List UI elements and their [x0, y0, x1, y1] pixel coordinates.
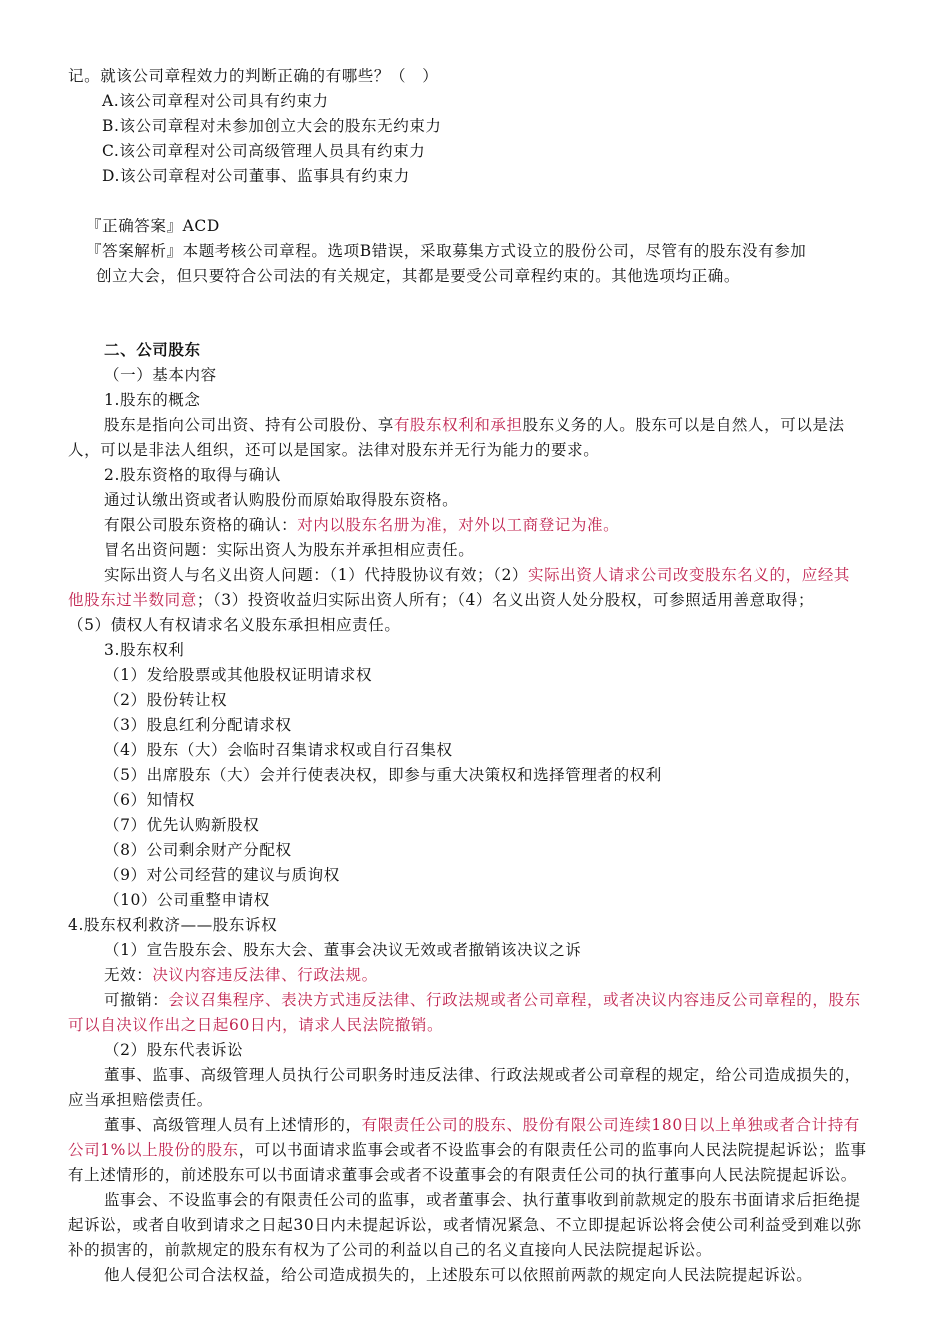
text-span: 董事、高级管理人员有上述情形的，	[104, 1116, 362, 1134]
paragraph-5a	[104, 565, 850, 585]
highlight-span: 公司1%以上股份的股东	[68, 1141, 239, 1159]
right-item: （3）股息红利分配请求权	[104, 716, 292, 734]
section-title: 二、公司股东	[104, 341, 201, 359]
question-stem: 记。就该公司章程效力的判断正确的有哪些？（ ）	[68, 67, 439, 85]
highlight-span: 有限责任公司的股东、股份有限公司连续180日以上单独或者合计持有	[361, 1116, 860, 1134]
highlight-span: 有股东权利和承担	[393, 416, 523, 434]
text-span: 股东是指向公司出资、持有公司股份、享	[104, 416, 394, 434]
right-item: （5）出席股东（大）会并行使表决权，即参与重大决策权和选择管理者的权利	[104, 766, 662, 784]
heading-1: 1.股东的概念	[104, 391, 201, 409]
analysis-line-2: 创立大会，但只要符合公司法的有关规定，其都是要受公司章程约束的。其他选项均正确。	[96, 267, 741, 285]
option-b: B.该公司章程对未参加创立大会的股东无约束力	[102, 117, 442, 135]
paragraph-7b	[68, 1140, 867, 1160]
highlight-span: 会议召集程序、表决方式违反法律、行政法规或者公司章程，或者决议内容违反公司章程的，股东	[168, 991, 861, 1009]
text-span: 有限公司股东资格的确认：	[104, 516, 298, 534]
right-item: （1）发给股票或其他股权证明请求权	[104, 666, 373, 684]
right-item: （7）优先认购新股权	[104, 816, 260, 834]
right-item: （8）公司剩余财产分配权	[104, 841, 292, 859]
right-item: （10）公司重整申请权	[104, 891, 270, 909]
paragraph-7a	[104, 1115, 860, 1135]
right-item: （6）知情权	[104, 791, 195, 809]
paragraph-5c: （5）债权人有权请求名义股东承担相应责任。	[68, 616, 401, 634]
subheading-4-1: （1）宣告股东会、股东大会、董事会决议无效或者撤销该决议之诉	[104, 941, 582, 959]
paragraph-9: 他人侵犯公司合法权益，给公司造成损失的，上述股东可以依照前两款的规定向人民法院提起诉讼。	[104, 1266, 813, 1284]
right-item: （4）股东（大）会临时召集请求权或自行召集权	[104, 741, 453, 759]
highlight-span: 决议内容违反法律、行政法规。	[152, 966, 378, 984]
paragraph-1b: 人，可以是非法人组织，还可以是国家。法律对股东并无行为能力的要求。	[68, 441, 600, 459]
paragraph-2: 通过认缴出资或者认购股份而原始取得股东资格。	[104, 491, 459, 509]
highlight-span: 对内以股东名册为准，对外以工商登记为准。	[297, 516, 620, 534]
paragraph-1a	[104, 415, 845, 435]
paragraph-5b	[68, 590, 814, 610]
heading-4: 4.股东权利救济——股东诉权	[68, 916, 278, 934]
text-span: 无效：	[104, 966, 153, 984]
paragraph-8b: 起诉讼，或者自收到请求之日起30日内未提起诉讼，或者情况紧急、不立即提起诉讼将会使公司利益受到难以弥	[68, 1216, 862, 1234]
heading-2: 2.股东资格的取得与确认	[104, 466, 281, 484]
paragraph-6a: 董事、监事、高级管理人员执行公司职务时违反法律、行政法规或者公司章程的规定，给公司造成损失的，	[104, 1066, 861, 1084]
paragraph-3	[104, 515, 619, 535]
subheading-4-2: （2）股东代表诉讼	[104, 1041, 244, 1059]
text-span: 股东义务的人。股东可以是自然人，可以是法	[522, 416, 845, 434]
right-item: （2）股份转让权	[104, 691, 228, 709]
text-span: 实际出资人与名义出资人问题：（1）代持股协议有效；（2）	[104, 566, 529, 584]
text-span: ，可以书面请求监事会或者不设监事会的有限责任公司的监事向人民法院提起诉讼；监事	[238, 1141, 867, 1159]
heading-3: 3.股东权利	[104, 641, 185, 659]
paragraph-7c: 有上述情形的，前述股东可以书面请求董事会或者不设董事会的有限责任公司的执行董事向人民法院提起诉讼。	[68, 1166, 857, 1184]
paragraph-4: 冒名出资问题：实际出资人为股东并承担相应责任。	[104, 541, 475, 559]
subsection-title: （一）基本内容	[104, 366, 217, 384]
void-clause	[104, 965, 378, 985]
revocable-clause-1	[104, 990, 861, 1010]
highlight-span: 实际出资人请求公司改变股东名义的，应经其	[528, 566, 851, 584]
option-c: C.该公司章程对公司高级管理人员具有约束力	[102, 142, 426, 160]
text-span: 可撤销：	[104, 991, 169, 1009]
right-item: （9）对公司经营的建议与质询权	[104, 866, 340, 884]
analysis-line-1: 『答案解析』本题考核公司章程。选项B错误，采取募集方式设立的股份公司，尽管有的股东没有参加	[86, 242, 807, 260]
option-d: D.该公司章程对公司董事、监事具有约束力	[102, 167, 410, 185]
text-span: ；（3）投资收益归实际出资人所有；（4）名义出资人处分股权，可参照适用善意取得；	[196, 591, 815, 609]
highlight-span: 他股东过半数同意	[68, 591, 197, 609]
paragraph-8a: 监事会、不设监事会的有限责任公司的监事，或者董事会、执行董事收到前款规定的股东书面请求后拒绝提	[104, 1191, 861, 1209]
answer-label: 『正确答案』ACD	[86, 217, 220, 235]
paragraph-6b: 应当承担赔偿责任。	[68, 1091, 213, 1109]
revocable-clause-2: 可以自决议作出之日起60日内，请求人民法院撤销。	[68, 1016, 444, 1034]
paragraph-8c: 补的损害的，前款规定的股东有权为了公司的利益以自己的名义直接向人民法院提起诉讼。	[68, 1241, 713, 1259]
option-a: A.该公司章程对公司具有约束力	[102, 92, 329, 110]
